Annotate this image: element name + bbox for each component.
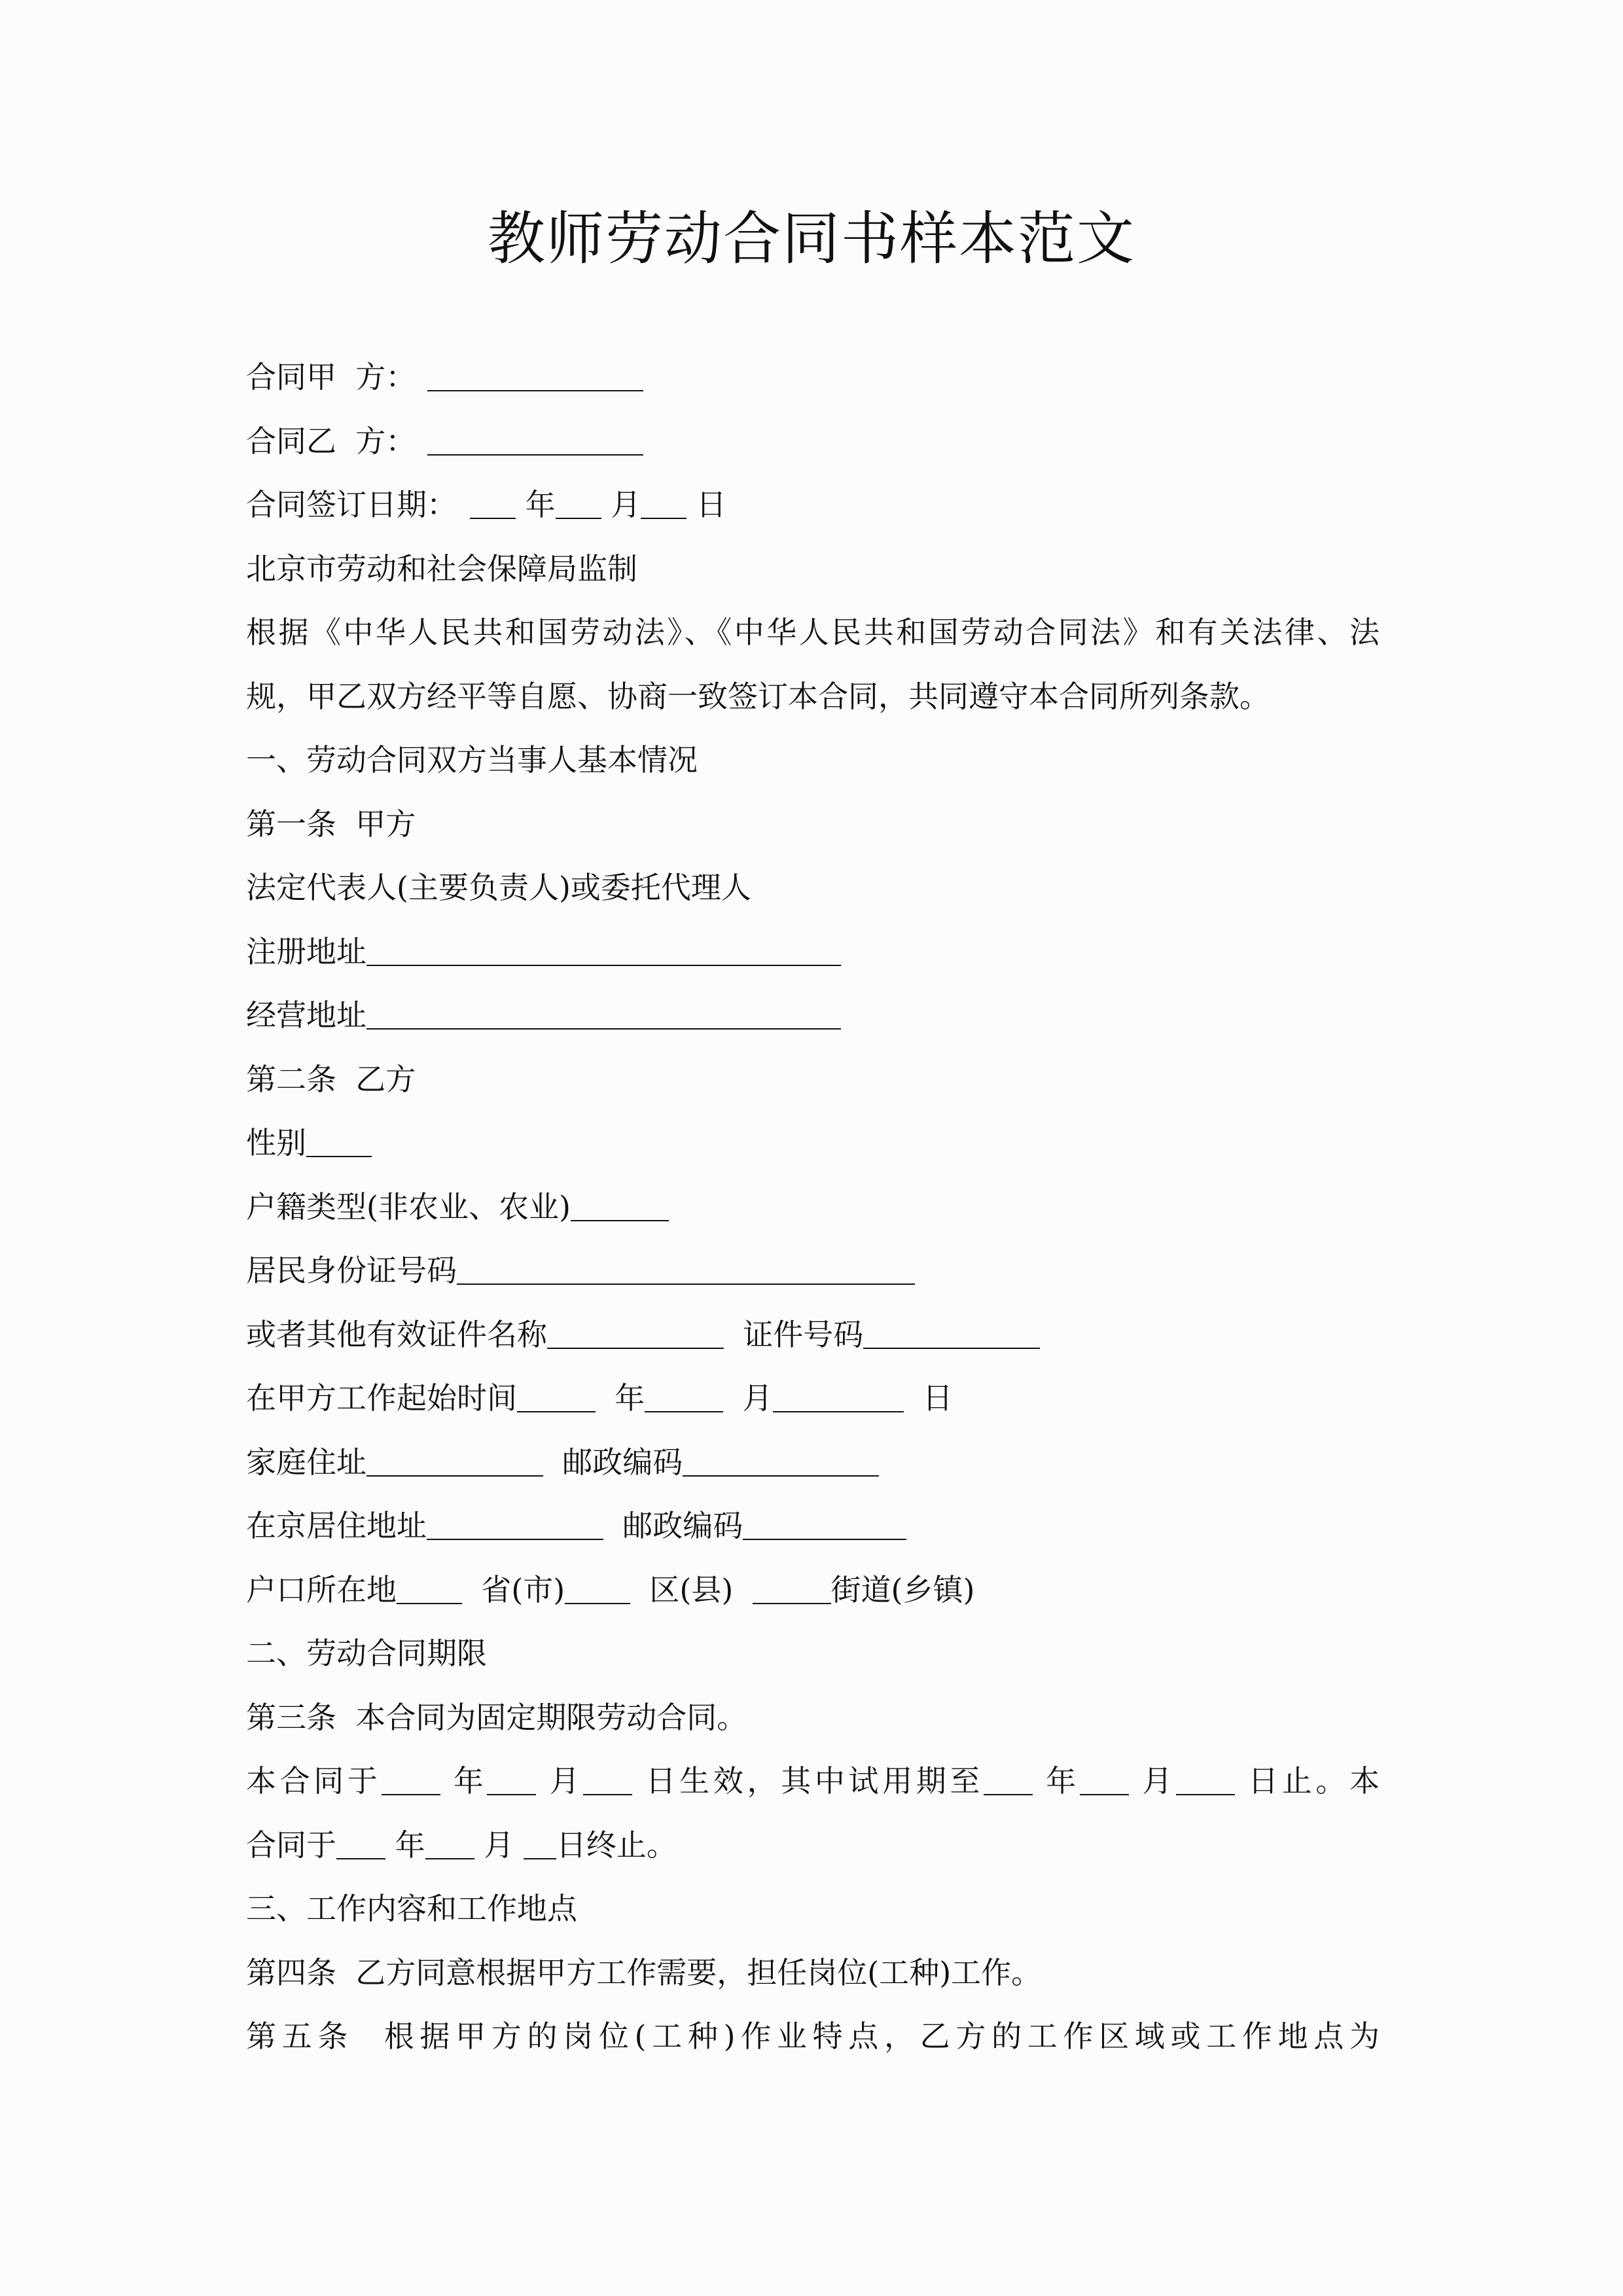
line-text: 日止。本 [1234, 1763, 1380, 1799]
line-text: 合同于 [246, 1827, 336, 1863]
line-text: 北京市劳动和社会保障局监制 [246, 550, 637, 586]
line-text: 第五条 根据甲方的岗位(工种)作业特点，乙方的工作区域或工作地点为 [246, 2018, 1380, 2054]
line-text: 日 [903, 1380, 953, 1416]
fill-in-blank[interactable] [517, 1385, 596, 1412]
doc-line-section-1 [246, 728, 1380, 793]
line-text: 合同乙 方： [246, 423, 416, 459]
doc-line-article-3 [246, 1686, 1380, 1750]
line-text: 在甲方工作起始时间 [246, 1380, 517, 1416]
fill-in-blank[interactable] [336, 1832, 385, 1859]
fill-in-blank[interactable] [565, 1577, 630, 1604]
fill-in-blank[interactable] [1176, 1768, 1235, 1795]
doc-line-sign-date [246, 473, 1380, 537]
line-text: 年 [440, 1763, 488, 1799]
line-text: 合同签订日期： [246, 487, 457, 522]
line-text: 法定代表人(主要负责人)或委托代理人 [246, 870, 751, 905]
fill-in-blank[interactable] [382, 1768, 440, 1795]
doc-line-start-date [246, 1367, 1380, 1431]
doc-line-hukou-type [246, 1175, 1380, 1240]
line-text: 日生效，其中试用期至 [632, 1763, 984, 1799]
document-title: 教师劳动合同书样本范文 [487, 205, 1135, 272]
fill-in-blank[interactable] [427, 1513, 603, 1540]
doc-line-hukou-location [246, 1558, 1380, 1623]
fill-in-blank[interactable] [743, 1513, 906, 1540]
doc-line-home-address [246, 1431, 1380, 1495]
fill-in-blank[interactable] [366, 939, 841, 966]
fill-in-blank[interactable] [641, 492, 687, 519]
line-text: 月 [601, 487, 641, 522]
line-text: 年 [516, 487, 556, 522]
line-text: 居民身份证号码 [246, 1253, 457, 1288]
fill-in-blank[interactable] [366, 1002, 841, 1030]
doc-line-party-a [246, 346, 1380, 410]
doc-line-beijing-address [246, 1494, 1380, 1558]
line-text: 注册地址 [246, 933, 366, 969]
fill-in-blank[interactable] [1080, 1768, 1129, 1795]
line-text: 性别 [246, 1125, 306, 1160]
doc-line-article-1 [246, 793, 1380, 857]
line-text: 或者其他有效证件名称 [246, 1316, 547, 1352]
fill-in-blank[interactable] [683, 1449, 879, 1477]
line-text: 家庭住址 [246, 1444, 366, 1480]
doc-line-preamble-1 [246, 601, 1380, 665]
doc-line-supervisor [246, 537, 1380, 601]
doc-line-reg-address [246, 920, 1380, 984]
doc-line-gender [246, 1111, 1380, 1175]
fill-in-blank[interactable] [556, 492, 601, 519]
doc-line-article-5 [246, 2005, 1380, 2069]
line-text: 日 [687, 487, 726, 522]
doc-line-term-1 [246, 1749, 1380, 1814]
fill-in-blank[interactable] [753, 1577, 831, 1604]
doc-line-preamble-2 [246, 665, 1380, 729]
line-text: 在京居住地址 [246, 1508, 427, 1543]
fill-in-blank[interactable] [457, 1257, 915, 1285]
line-text: 根据《中华人民共和国劳动法》、《中华人民共和国劳动合同法》和有关法律、法 [246, 615, 1380, 650]
line-text: 证件号码 [724, 1316, 864, 1352]
line-text: 月 [723, 1380, 773, 1416]
line-text: 月 [536, 1763, 584, 1799]
fill-in-blank[interactable] [645, 1385, 723, 1412]
fill-in-blank[interactable] [427, 428, 643, 456]
line-text: 户口所在地 [246, 1571, 397, 1607]
fill-in-blank[interactable] [487, 1768, 536, 1795]
doc-line-article-4 [246, 1941, 1380, 2005]
fill-in-blank[interactable] [984, 1768, 1033, 1795]
doc-line-term-2 [246, 1814, 1380, 1878]
fill-in-blank[interactable] [306, 1130, 372, 1157]
line-text: 月 [474, 1827, 524, 1863]
fill-in-blank[interactable] [583, 1768, 632, 1795]
line-text: 区(县) [630, 1571, 753, 1607]
fill-in-blank[interactable] [470, 492, 516, 519]
line-text: 日终止。 [556, 1827, 677, 1863]
line-text: 户籍类型(非农业、农业) [246, 1189, 571, 1225]
fill-in-blank[interactable] [863, 1321, 1040, 1349]
line-text: 一、劳动合同双方当事人基本情况 [246, 742, 698, 778]
line-text: 第一条 甲方 [246, 806, 416, 842]
fill-in-blank[interactable] [397, 1577, 462, 1604]
line-text: 第二条 乙方 [246, 1061, 416, 1097]
fill-in-blank[interactable] [571, 1194, 669, 1221]
fill-in-blank[interactable] [524, 1832, 556, 1859]
doc-line-other-id [246, 1303, 1380, 1367]
line-text: 邮政编码 [603, 1508, 743, 1543]
line-text: 邮政编码 [543, 1444, 683, 1480]
line-text: 二、劳动合同期限 [246, 1636, 487, 1671]
doc-line-section-2 [246, 1622, 1380, 1686]
line-text: 第四条 乙方同意根据甲方工作需要，担任岗位(工种)工作。 [246, 1954, 1042, 1990]
fill-in-blank[interactable] [773, 1385, 904, 1412]
line-text: 合同甲 方： [246, 359, 416, 395]
fill-in-blank[interactable] [366, 1449, 543, 1477]
line-text: 省(市) [462, 1571, 565, 1607]
line-text: 月 [1128, 1763, 1176, 1799]
doc-line-biz-address [246, 984, 1380, 1048]
line-text: 本合同于 [246, 1763, 382, 1799]
line-text: 年 [1033, 1763, 1080, 1799]
fill-in-blank[interactable] [547, 1321, 724, 1349]
document-body [246, 346, 1380, 2069]
line-text: 年 [596, 1380, 645, 1416]
line-text: 经营地址 [246, 997, 366, 1033]
fill-in-blank[interactable] [425, 1832, 474, 1859]
line-text: 第三条 本合同为固定期限劳动合同。 [246, 1699, 747, 1735]
fill-in-blank[interactable] [427, 364, 643, 391]
line-text: 街道(乡镇) [830, 1571, 975, 1607]
line-text: 年 [385, 1827, 425, 1863]
doc-line-id-number [246, 1239, 1380, 1303]
doc-line-section-3 [246, 1877, 1380, 1941]
doc-line-legal-rep [246, 856, 1380, 920]
line-text: 三、工作内容和工作地点 [246, 1891, 577, 1926]
line-text: 规，甲乙双方经平等自愿、协商一致签订本合同，共同遵守本合同所列条款。 [246, 678, 1270, 714]
doc-line-party-b [246, 410, 1380, 474]
doc-line-article-2 [246, 1048, 1380, 1112]
